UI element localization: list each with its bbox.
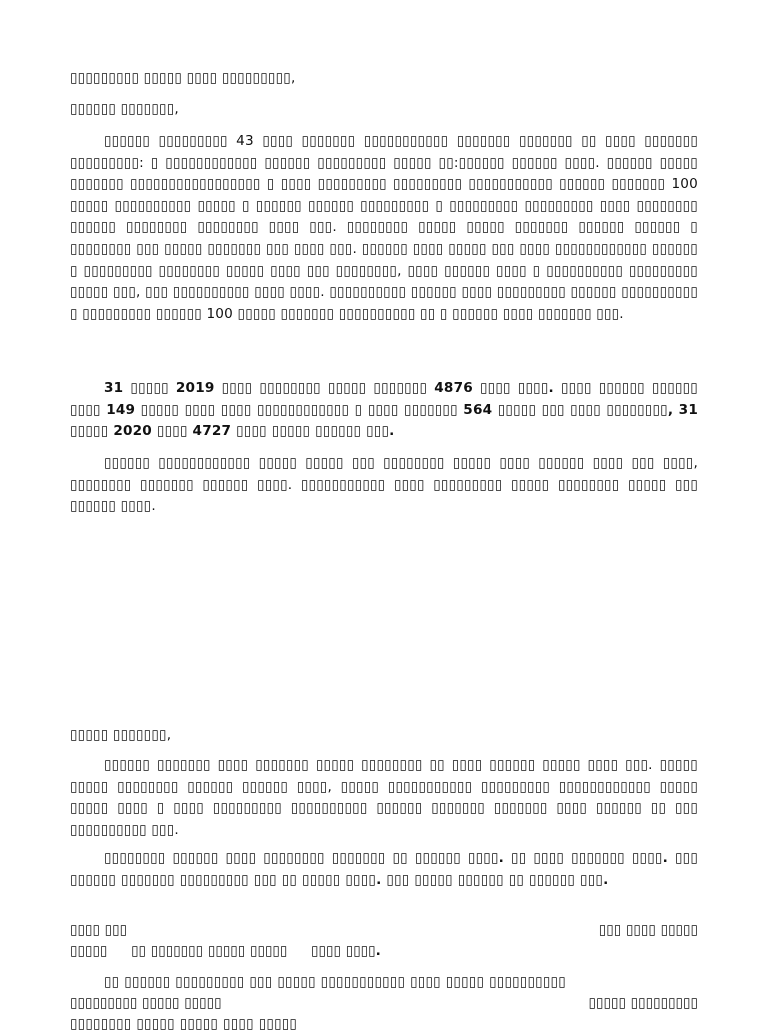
signature-row: [70, 920, 698, 942]
signature-line-2: ▯▯▯▯▯ ▯▯ ▯▯▯▯▯▯▯ ▯▯▯▯▯ ▯▯▯▯▯ ▯▯▯▯ ▯▯▯▯.: [70, 943, 381, 959]
salutation-2: ▯▯▯▯▯ ▯▯▯▯▯▯▯,: [70, 727, 172, 743]
body-paragraph-3: ▯▯▯▯▯▯ ▯▯▯▯▯▯▯▯▯▯▯▯ ▯▯▯▯▯ ▯▯▯▯▯ ▯▯▯ ▯▯▯▯▯▯▯▯ ▯▯▯▯▯ ▯▯▯▯ ▯▯▯▯▯▯ ▯▯▯▯ ▯▯▯ ▯▯▯▯, ▯▯▯▯▯▯▯▯ ▯▯▯▯▯▯▯ ▯▯▯▯▯▯ ▯▯▯▯. ▯▯▯▯▯▯▯▯▯▯▯ ▯▯▯▯ ▯▯▯▯▯▯▯▯▯ ▯▯▯▯▯ ▯▯▯▯▯▯▯▯ ▯▯▯▯▯ ▯▯▯ ▯▯▯▯▯▯ ▯▯▯▯.: [70, 455, 698, 515]
body-paragraph-5: ▯▯▯▯▯▯▯▯ ▯▯▯▯▯▯ ▯▯▯▯ ▯▯▯▯▯▯▯▯ ▯▯▯▯▯▯▯ ▯▯ ▯▯▯▯▯▯ ▯▯▯▯. ▯▯ ▯▯▯▯ ▯▯▯▯▯▯▯ ▯▯▯▯. ▯▯▯ ▯▯▯▯▯▯ ▯▯▯▯▯▯▯ ▯▯▯▯▯▯▯▯▯ ▯▯▯ ▯▯ ▯▯▯▯▯ ▯▯▯▯. ▯▯▯ ▯▯▯▯▯ ▯▯▯▯▯▯ ▯▯ ▯▯▯▯▯▯ ▯▯▯.: [70, 850, 698, 888]
body-paragraph-2: 31 ▯▯▯▯▯ 2019 ▯▯▯▯ ▯▯▯▯▯▯▯▯ ▯▯▯▯▯ ▯▯▯▯▯▯▯ 4876 ▯▯▯▯ ▯▯▯▯. ▯▯▯▯ ▯▯▯▯▯▯ ▯▯▯▯▯▯ ▯▯▯▯ 149 ▯▯▯▯▯ ▯▯▯▯ ▯▯▯▯ ▯▯▯▯▯▯▯▯▯▯▯▯ ▯ ▯▯▯▯ ▯▯▯▯▯▯▯ 564 ▯▯▯▯▯ ▯▯▯ ▯▯▯▯ ▯▯▯▯▯▯▯▯, 31 ▯▯▯▯▯ 2020 ▯▯▯▯ 4727 ▯▯▯▯ ▯▯▯▯▯ ▯▯▯▯▯▯ ▯▯▯.: [70, 380, 698, 440]
footer-line-3: ▯▯▯▯▯▯▯▯ ▯▯▯▯▯ ▯▯▯▯▯ ▯▯▯▯ ▯▯▯▯▯: [70, 1016, 298, 1032]
signature-left: ▯▯▯▯ ▯▯▯: [70, 922, 128, 938]
body-paragraph-1: ▯▯▯▯▯▯ ▯▯▯▯▯▯▯▯▯ 43 ▯▯▯▯ ▯▯▯▯▯▯▯ ▯▯▯▯▯▯▯▯▯▯▯ ▯▯▯▯▯▯▯ ▯▯▯▯▯▯▯ ▯▯ ▯▯▯▯ ▯▯▯▯▯▯▯ ▯▯▯▯▯▯▯▯▯: ▯ ▯▯▯▯▯▯▯▯▯▯▯▯ ▯▯▯▯▯▯ ▯▯▯▯▯▯▯▯▯ ▯▯▯▯▯ ▯▯:▯▯▯▯▯▯ ▯▯▯▯▯▯ ▯▯▯▯. ▯▯▯▯▯▯ ▯▯▯▯▯ ▯▯▯▯▯▯▯ ▯▯▯▯▯▯▯▯▯▯▯▯▯▯▯▯▯ ▯ ▯▯▯▯ ▯▯▯▯▯▯▯▯▯ ▯▯▯▯▯▯▯▯▯ ▯▯▯▯▯▯▯▯▯▯▯ ▯▯▯▯▯▯ ▯▯▯▯▯▯▯ 100 ▯▯▯▯▯ ▯▯▯▯▯▯▯▯▯▯ ▯▯▯▯▯ ▯ ▯▯▯▯▯▯ ▯▯▯▯▯▯ ▯▯▯▯▯▯▯▯▯ ▯ ▯▯▯▯▯▯▯▯▯ ▯▯▯▯▯▯▯▯▯ ▯▯▯▯ ▯▯▯▯▯▯▯▯ ▯▯▯▯▯▯ ▯▯▯▯▯▯▯▯ ▯▯▯▯▯▯▯▯ ▯▯▯▯ ▯▯▯. ▯▯▯▯▯▯▯▯ ▯▯▯▯▯ ▯▯▯▯▯ ▯▯▯▯▯▯▯ ▯▯▯▯▯▯ ▯▯▯▯▯▯ ▯ ▯▯▯▯▯▯▯▯ ▯▯▯ ▯▯▯▯▯ ▯▯▯▯▯▯▯ ▯▯▯ ▯▯▯▯ ▯▯▯. ▯▯▯▯▯▯ ▯▯▯▯ ▯▯▯▯▯ ▯▯▯ ▯▯▯▯ ▯▯▯▯▯▯▯▯▯▯▯▯ ▯▯▯▯▯▯ ▯ ▯▯▯▯▯▯▯▯▯ ▯▯▯▯▯▯▯▯ ▯▯▯▯▯ ▯▯▯▯ ▯▯▯ ▯▯▯▯▯▯▯▯, ▯▯▯▯ ▯▯▯▯▯▯ ▯▯▯▯ ▯ ▯▯▯▯▯▯▯▯▯▯ ▯▯▯▯▯▯▯▯▯ ▯▯▯▯▯ ▯▯▯, ▯▯▯ ▯▯▯▯▯▯▯▯▯▯ ▯▯▯▯ ▯▯▯▯. ▯▯▯▯▯▯▯▯▯▯ ▯▯▯▯▯▯ ▯▯▯▯ ▯▯▯▯▯▯▯▯▯ ▯▯▯▯▯▯ ▯▯▯▯▯▯▯▯▯▯ ▯ ▯▯▯▯▯▯▯▯▯ ▯▯▯▯▯▯ 100 ▯▯▯▯▯ ▯▯▯▯▯▯▯ ▯▯▯▯▯▯▯▯▯▯ ▯▯ ▯ ▯▯▯▯▯▯ ▯▯▯▯ ▯▯▯▯▯▯▯ ▯▯▯.: [70, 133, 698, 322]
footer-row-2-right: ▯▯▯▯▯ ▯▯▯▯▯▯▯▯▯: [588, 995, 698, 1011]
body-paragraph-4: ▯▯▯▯▯▯ ▯▯▯▯▯▯▯ ▯▯▯▯ ▯▯▯▯▯▯▯ ▯▯▯▯▯ ▯▯▯▯▯▯▯▯ ▯▯ ▯▯▯▯ ▯▯▯▯▯▯ ▯▯▯▯▯ ▯▯▯▯ ▯▯▯. ▯▯▯▯▯ ▯▯▯▯▯ ▯▯▯▯▯▯▯▯ ▯▯▯▯▯▯ ▯▯▯▯▯▯ ▯▯▯▯, ▯▯▯▯▯ ▯▯▯▯▯▯▯▯▯▯▯ ▯▯▯▯▯▯▯▯▯ ▯▯▯▯▯▯▯▯▯▯▯▯ ▯▯▯▯▯ ▯▯▯▯▯ ▯▯▯▯ ▯ ▯▯▯▯ ▯▯▯▯▯▯▯▯▯ ▯▯▯▯▯▯▯▯▯▯ ▯▯▯▯▯▯ ▯▯▯▯▯▯▯ ▯▯▯▯▯▯▯ ▯▯▯▯ ▯▯▯▯▯▯ ▯▯ ▯▯▯ ▯▯▯▯▯▯▯▯▯▯ ▯▯▯.: [70, 757, 698, 838]
footer-line-1: ▯▯ ▯▯▯▯▯▯ ▯▯▯▯▯▯▯▯▯ ▯▯▯ ▯▯▯▯▯ ▯▯▯▯▯▯▯▯▯▯▯ ▯▯▯▯ ▯▯▯▯▯ ▯▯▯▯▯▯▯▯▯▯: [104, 974, 566, 990]
salutation: ▯▯▯▯▯▯ ▯▯▯▯▯▯▯,: [70, 101, 179, 117]
footer-row-2-left: ▯▯▯▯▯▯▯▯▯ ▯▯▯▯▯ ▯▯▯▯▯: [70, 995, 222, 1011]
footer-row-2: [70, 993, 698, 1015]
signature-right: ▯▯▯ ▯▯▯▯ ▯▯▯▯▯: [598, 922, 698, 938]
recipient-line: ▯▯▯▯▯▯▯▯▯ ▯▯▯▯▯ ▯▯▯▯ ▯▯▯▯▯▯▯▯▯,: [70, 70, 296, 86]
